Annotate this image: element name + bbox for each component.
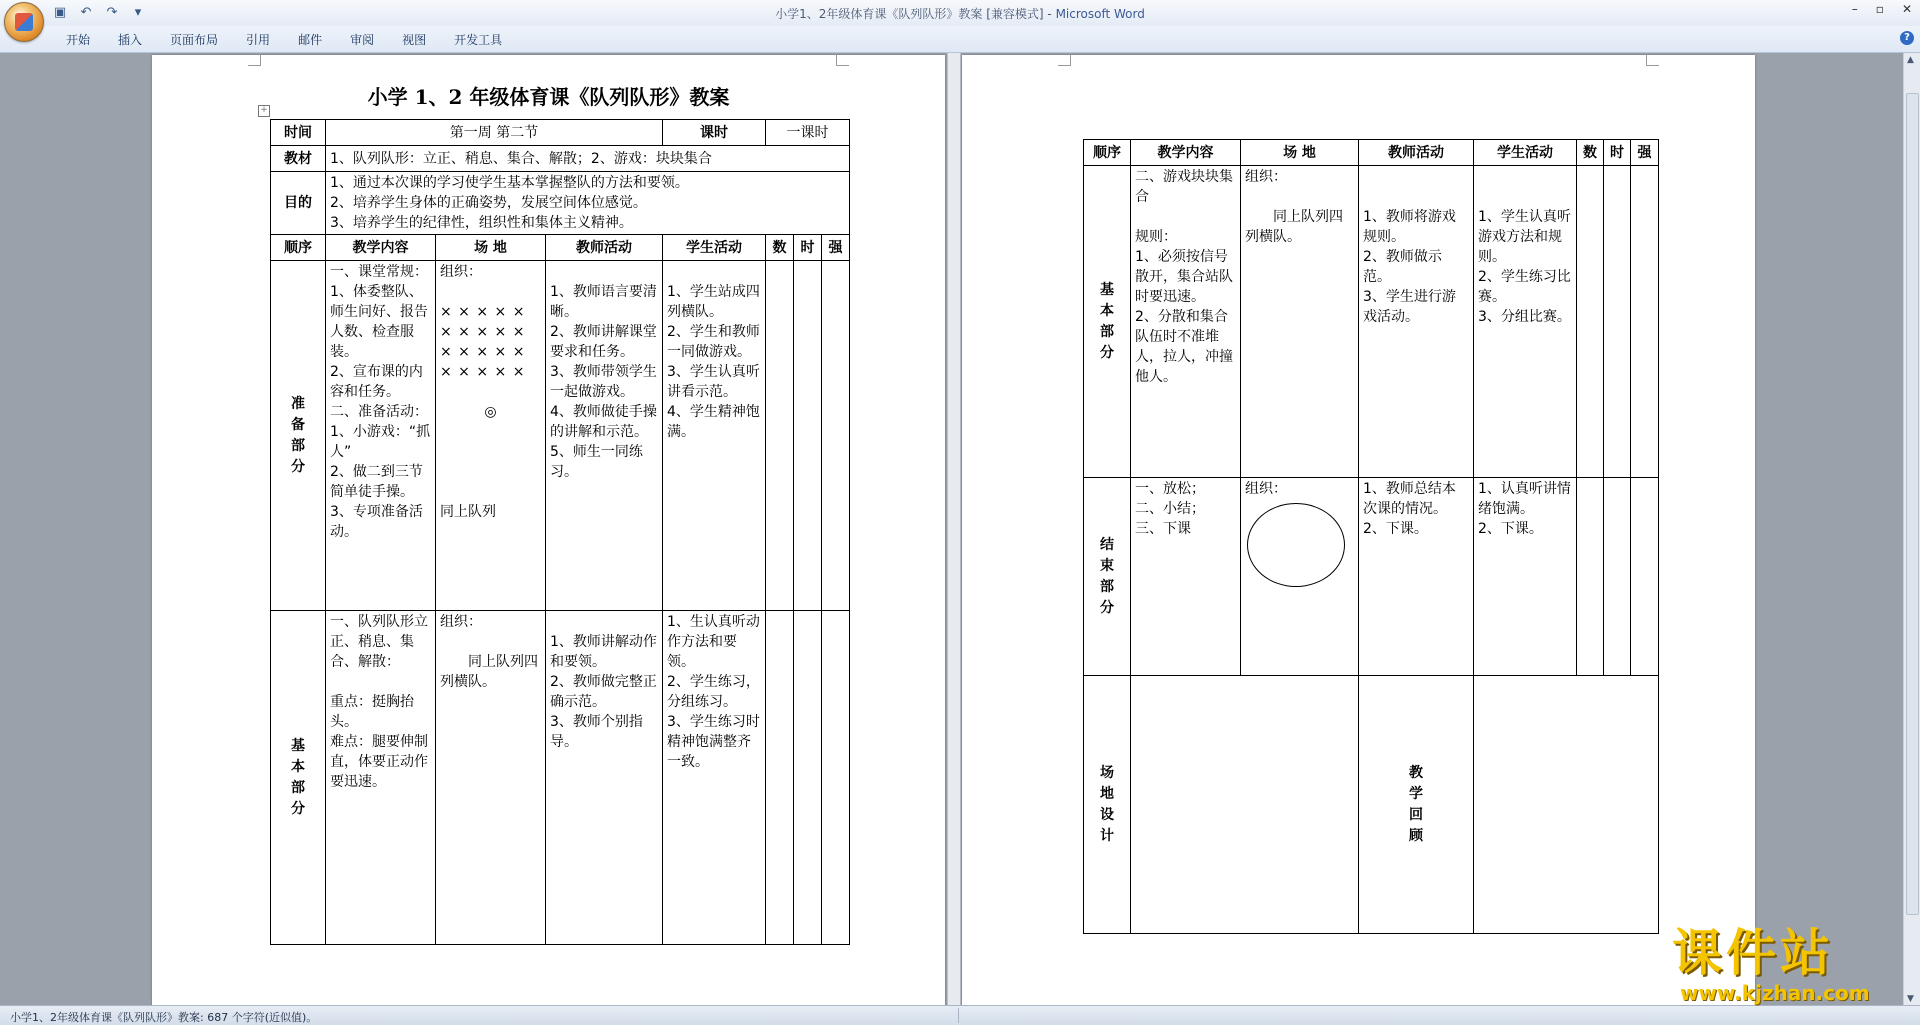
status-divider: [958, 1008, 959, 1023]
game-count: [1577, 166, 1604, 478]
section-char: 教: [1409, 764, 1423, 781]
scroll-thumb[interactable]: [1906, 93, 1919, 915]
basic-intensity: [822, 611, 850, 945]
vertical-scrollbar[interactable]: [1903, 53, 1920, 1006]
margin-corner: [1058, 53, 1071, 66]
end-content: 一、放松； 二、小结； 三、下课: [1131, 478, 1241, 676]
design-area: [1131, 676, 1359, 934]
prep-count: [766, 261, 794, 611]
formation-grid: × × × × × × × × × × × × × × × × × × × ×: [440, 304, 526, 380]
close-icon[interactable]: ✕: [1901, 2, 1912, 16]
header-teacher: 教师活动: [546, 235, 663, 261]
undo-icon[interactable]: ↶: [80, 5, 92, 20]
status-text: 小学1、2年级体育课《队列队形》教案: 687 个字符(近似值)。: [10, 1011, 318, 1024]
scroll-up-icon[interactable]: ▲: [1907, 55, 1914, 65]
prep-student-activity: 1、学生站成四列横队。 2、学生和教师一同做游戏。 3、学生认真听讲看示范。 4、学生精神饱满。: [663, 261, 766, 611]
end-teacher-activity: 1、教师总结本次课的情况。 2、下课。: [1359, 478, 1474, 676]
lesson-table-page1: [270, 119, 850, 945]
end-intensity: [1631, 478, 1659, 676]
office-logo-icon: [15, 13, 33, 31]
header-order: 顺序: [1084, 140, 1131, 166]
tab-mailings[interactable]: 邮件: [298, 33, 323, 47]
section-char: 备: [291, 416, 305, 433]
prep-section-label: [271, 261, 326, 611]
goal-lines: 1、通过本次课的学习使学生基本掌握整队的方法和要领。 2、培养学生身体的正确姿势，发展空间体位感觉。 3、培养学生的纪律性，组织性和集体主义精神。: [326, 172, 850, 235]
prep-content: 一、课堂常规： 1、体委整队、师生问好、报告人数、检查服装。 2、宣布课的内容和任务。 二、准备活动： 1、小游戏：“抓人” 2、做二到三节简单徒手操。 3、专项准备活动。: [326, 261, 436, 611]
tab-review[interactable]: 审阅: [350, 33, 375, 47]
basic-teacher-activity: 1、教师讲解动作和要领。 2、教师做完整正确示范。 3、教师个别指导。: [546, 611, 663, 945]
redo-icon[interactable]: ↷: [106, 5, 118, 20]
office-button[interactable]: [4, 2, 44, 42]
header-student: 学生活动: [1474, 140, 1577, 166]
tab-home[interactable]: 开始: [66, 33, 91, 47]
header-field: 场 地: [436, 235, 546, 261]
window-title-app: Microsoft Word: [1055, 7, 1145, 21]
end-section-label: [1084, 478, 1131, 676]
game-field: [1241, 166, 1359, 478]
watermark-url: www.kjzhan.com: [1680, 981, 1870, 1005]
margin-corner: [1646, 53, 1659, 66]
end-count: [1577, 478, 1604, 676]
title-bar: [0, 0, 1920, 26]
ribbon-tabs: [52, 29, 516, 50]
save-icon[interactable]: ▣: [53, 5, 67, 20]
scroll-down-icon[interactable]: ▼: [1907, 994, 1914, 1004]
game-section-label: [1084, 166, 1131, 478]
window-title: [0, 5, 1920, 22]
tab-view[interactable]: 视图: [402, 33, 427, 47]
section-char: 设: [1100, 806, 1114, 823]
section-char: 回: [1409, 806, 1423, 823]
ribbon: [0, 26, 1920, 53]
section-char: 部: [1100, 578, 1114, 595]
class-hours-value: 一课时: [766, 120, 850, 146]
game-content: 二、游戏块块集合 规则： 1、必须按信号散开，集合站队时要迅速。 2、分散和集合队伍时不准堆人，拉人，冲撞他人。: [1131, 166, 1241, 478]
section-char: 地: [1100, 785, 1114, 802]
section-char: 学: [1409, 785, 1423, 802]
game-time: [1604, 166, 1631, 478]
material-label: 教材: [271, 146, 326, 172]
tab-page-layout[interactable]: 页面布局: [170, 33, 219, 47]
end-student-activity: 1、认真听讲情绪饱满。 2、下课。: [1474, 478, 1577, 676]
material-value: 1、队列队形：立正、稍息、集合、解散；2、游戏：块块集合: [326, 146, 850, 172]
section-char: 部: [291, 779, 305, 796]
document-page-1: [152, 55, 945, 1006]
end-field: [1241, 478, 1359, 676]
tab-insert[interactable]: 插入: [118, 33, 143, 47]
section-char: 顾: [1409, 827, 1423, 844]
section-char: 分: [291, 800, 305, 817]
basic-time: [794, 611, 822, 945]
customize-qat-icon[interactable]: ▾: [134, 5, 142, 20]
section-char: 部: [291, 437, 305, 454]
section-char: 本: [291, 758, 305, 775]
header-count: 数: [766, 235, 794, 261]
header-order: 顺序: [271, 235, 326, 261]
tab-references[interactable]: 引用: [246, 33, 271, 47]
basic-field: [436, 611, 546, 945]
goal-label: 目的: [271, 172, 326, 235]
lesson-title: 小学 1、2 年级体育课《队列队形》教案: [367, 85, 730, 109]
header-content: 教学内容: [326, 235, 436, 261]
section-char: 计: [1100, 827, 1114, 844]
prep-field-org: 组织：: [440, 264, 482, 280]
prep-intensity: [822, 261, 850, 611]
game-field-org: 组织：: [1245, 169, 1287, 185]
header-student: 学生活动: [663, 235, 766, 261]
review-area: [1474, 676, 1659, 934]
basic-content: 一、队列队形立正、稍息、集合、解散： 重点：挺胸抬头。 难点：腿要伸制直，体要正动作要迅速。: [326, 611, 436, 945]
margin-corner: [836, 53, 849, 66]
prep-field: [436, 261, 546, 611]
time-value: 第一周 第二节: [326, 120, 663, 146]
section-char: 分: [291, 458, 305, 475]
document-workspace: [0, 53, 1904, 1006]
time-label: 时间: [271, 120, 326, 146]
tab-developer[interactable]: 开发工具: [454, 33, 503, 47]
table-move-handle-icon[interactable]: +: [258, 105, 270, 117]
game-intensity: [1631, 166, 1659, 478]
game-student-activity: 1、学生认真听游戏方法和规则。 2、学生练习比赛。 3、分组比赛。: [1474, 166, 1577, 478]
section-char: 部: [1100, 323, 1114, 340]
teacher-position-icon: ◎: [484, 404, 497, 420]
prep-teacher-activity: 1、教师语言要清晰。 2、教师讲解课堂要求和任务。 3、教师带领学生一起做游戏。 4、教师做徒手操的讲解和示范。 5、师生一同练习。: [546, 261, 663, 611]
window-title-doc: 小学1、2年级体育课《队列队形》教案 [兼容模式] -: [775, 7, 1056, 21]
lesson-table-page2: [1083, 139, 1659, 934]
section-char: 本: [1100, 302, 1114, 319]
basic-field-note: 同上队列四列横队。: [440, 654, 538, 690]
watermark-text: 课件站: [1672, 924, 1834, 982]
header-time: 时: [1604, 140, 1631, 166]
status-bar: [0, 1005, 1920, 1025]
basic-section-label: [271, 611, 326, 945]
section-char: 分: [1100, 599, 1114, 616]
document-page-2: [962, 55, 1755, 1006]
section-char: 分: [1100, 344, 1114, 361]
header-intensity: 强: [822, 235, 850, 261]
section-char: 结: [1100, 536, 1114, 553]
section-char: 场: [1100, 764, 1114, 781]
maximize-icon[interactable]: ▫: [1875, 2, 1884, 16]
minimize-icon[interactable]: –: [1851, 2, 1858, 16]
section-char: 束: [1100, 557, 1114, 574]
end-time: [1604, 478, 1631, 676]
basic-field-org: 组织：: [440, 614, 482, 630]
design-section-label: [1084, 676, 1131, 934]
end-field-org: 组织：: [1245, 481, 1287, 497]
formation-circle-icon: [1247, 503, 1345, 587]
page-divider: [947, 53, 961, 1006]
prep-time: [794, 261, 822, 611]
basic-count: [766, 611, 794, 945]
class-hours-label: 课时: [663, 120, 766, 146]
game-field-note: 同上队列四列横队。: [1245, 209, 1343, 245]
header-field: 场 地: [1241, 140, 1359, 166]
basic-student-activity: 1、生认真听动作方法和要领。 2、学生练习，分组练习。 3、学生练习时精神饱满整齐一致。: [663, 611, 766, 945]
game-teacher-activity: 1、教师将游戏规则。 2、教师做示范。 3、学生进行游戏活动。: [1359, 166, 1474, 478]
prep-field-note: 同上队列: [440, 504, 496, 520]
help-icon[interactable]: ?: [1900, 31, 1914, 45]
header-intensity: 强: [1631, 140, 1659, 166]
header-time: 时: [794, 235, 822, 261]
section-char: 基: [1100, 281, 1114, 298]
header-count: 数: [1577, 140, 1604, 166]
header-content: 教学内容: [1131, 140, 1241, 166]
review-section-label: [1359, 676, 1474, 934]
window-controls: [1852, 2, 1912, 16]
section-char: 准: [291, 395, 305, 412]
section-char: 基: [291, 737, 305, 754]
margin-corner: [248, 53, 261, 66]
header-teacher: 教师活动: [1359, 140, 1474, 166]
